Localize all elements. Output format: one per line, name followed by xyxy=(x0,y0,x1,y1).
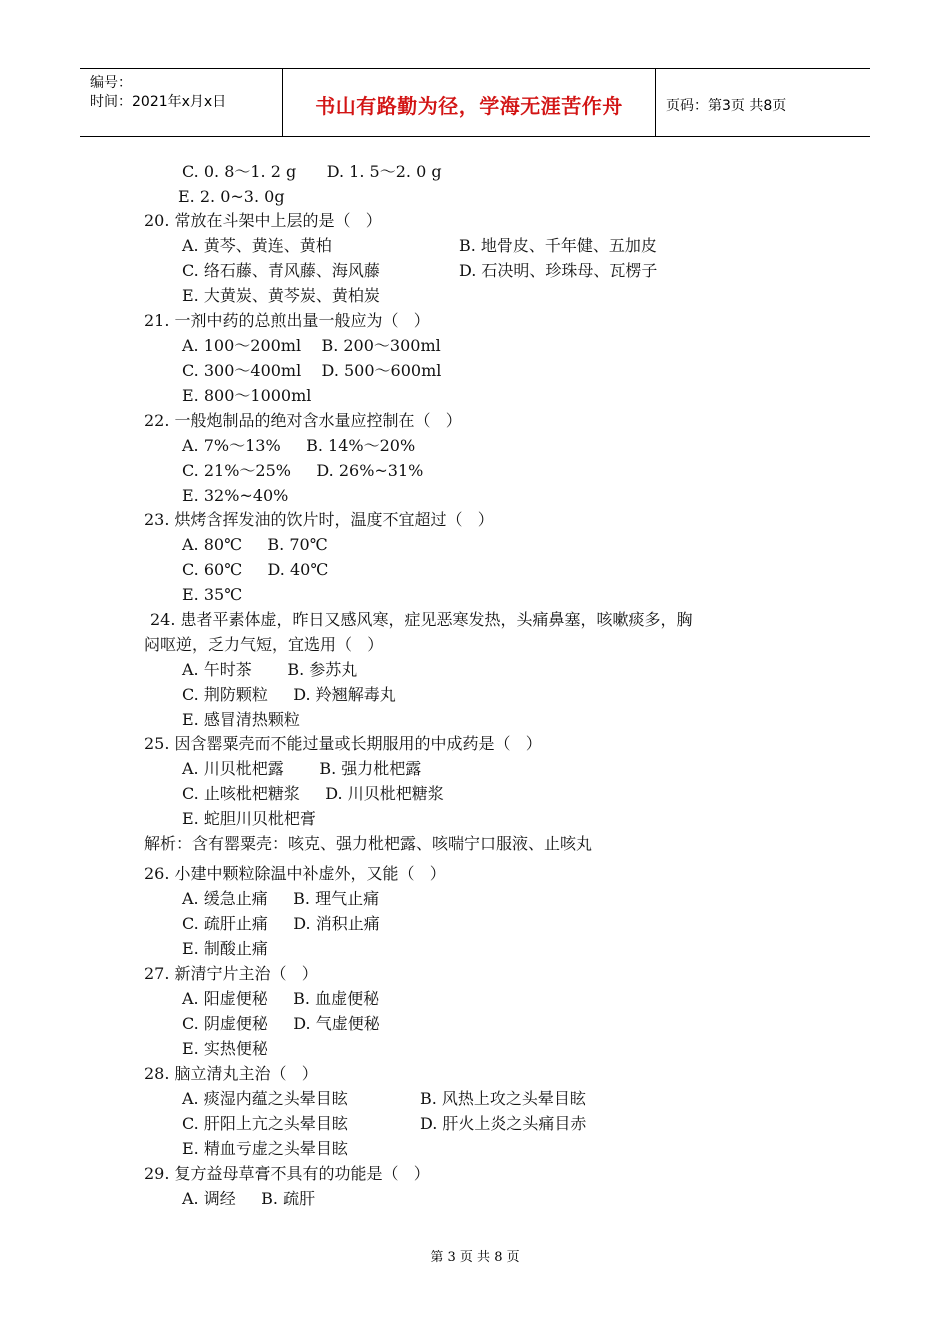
option-line: C. 0. 8～1. 2 g D. 1. 5～2. 0 g xyxy=(182,162,442,181)
serial-label: 编号： xyxy=(90,75,132,91)
option-line: E. 800～1000ml xyxy=(182,386,312,405)
option-line: E. 32%~40% xyxy=(182,486,289,505)
option-line: C. 肝阳上亢之头晕目眩 xyxy=(182,1114,348,1133)
question-line: 20. 常放在斗架中上层的是（ ） xyxy=(144,211,382,230)
question-line: 25. 因含罂粟壳而不能过量或长期服用的中成药是（ ） xyxy=(144,734,542,753)
header-page-cell xyxy=(656,69,870,136)
option-line: C. 荆防颗粒 D. 羚翘解毒丸 xyxy=(182,685,396,704)
option-line: C. 21%～25% D. 26%~31% xyxy=(182,461,424,480)
option-line: B. 风热上攻之头晕目眩 xyxy=(420,1089,586,1108)
analysis-line: 解析：含有罂粟壳：咳克、强力枇杷露、咳喘宁口服液、止咳丸 xyxy=(144,834,593,853)
option-line: B. 地骨皮、千年健、五加皮 xyxy=(459,236,657,255)
option-line: C. 疏肝止痛 D. 消积止痛 xyxy=(182,914,380,933)
option-line: A. 80℃ B. 70℃ xyxy=(182,535,328,554)
option-line: D. 肝火上炎之头痛目赤 xyxy=(420,1114,587,1133)
page-footer xyxy=(0,1246,950,1265)
option-line: E. 精血亏虚之头晕目眩 xyxy=(182,1139,348,1158)
option-line: A. 阳虚便秘 B. 血虚便秘 xyxy=(182,989,380,1008)
question-line: 闷呕逆，乏力气短，宜选用（ ） xyxy=(144,635,384,654)
option-line: A. 午时茶 B. 参苏丸 xyxy=(182,660,358,679)
option-line: C. 300～400ml D. 500～600ml xyxy=(182,361,442,380)
header-meta-cell xyxy=(80,69,283,136)
question-line: 28. 脑立清丸主治（ ） xyxy=(144,1064,318,1083)
option-line: E. 制酸止痛 xyxy=(182,939,268,958)
option-line: A. 缓急止痛 B. 理气止痛 xyxy=(182,889,380,908)
option-line: E. 35℃ xyxy=(182,585,243,604)
option-line: D. 石决明、珍珠母、瓦楞子 xyxy=(459,261,658,280)
question-line: 27. 新清宁片主治（ ） xyxy=(144,964,318,983)
option-line: A. 100～200ml B. 200～300ml xyxy=(182,336,441,355)
question-line: 29. 复方益母草膏不具有的功能是（ ） xyxy=(144,1164,430,1183)
option-line: C. 60℃ D. 40℃ xyxy=(182,560,329,579)
option-line: E. 实热便秘 xyxy=(182,1039,268,1058)
question-line: 21. 一剂中药的总煎出量一般应为（ ） xyxy=(144,311,430,330)
option-line: C. 阴虚便秘 D. 气虚便秘 xyxy=(182,1014,380,1033)
option-line: A. 调经 B. 疏肝 xyxy=(182,1189,316,1208)
question-line: 24. 患者平素体虚，昨日又感风寒，症见恶寒发热，头痛鼻塞，咳嗽痰多，胸 xyxy=(150,610,693,629)
date-label: 时间：2021年x月x日 xyxy=(90,94,227,110)
option-line: C. 止咳枇杷糖浆 D. 川贝枇杷糖浆 xyxy=(182,784,444,803)
header-page-info: 页码：第3页 共8页 xyxy=(666,98,787,114)
option-line: E. 感冒清热颗粒 xyxy=(182,710,300,729)
footer-page-label: 第 3 页 共 8 页 xyxy=(430,1250,520,1265)
option-line: E. 2. 0~3. 0g xyxy=(178,187,285,206)
question-line: 22. 一般炮制品的绝对含水量应控制在（ ） xyxy=(144,411,462,430)
option-line: A. 7%～13% B. 14%～20% xyxy=(182,436,416,455)
option-line: A. 痰湿内蕴之头晕目眩 xyxy=(182,1089,348,1108)
question-line: 23. 烘烤含挥发油的饮片时，温度不宜超过（ ） xyxy=(144,510,494,529)
header-motto: 书山有路勤为径，学海无涯苦作舟 xyxy=(315,94,623,118)
question-line: 26. 小建中颗粒除温中补虚外，又能（ ） xyxy=(144,864,446,883)
option-line: E. 大黄炭、黄芩炭、黄柏炭 xyxy=(182,286,380,305)
option-line: A. 黄芩、黄连、黄柏 xyxy=(182,236,332,255)
header-motto-cell xyxy=(283,69,656,136)
option-line: A. 川贝枇杷露 B. 强力枇杷露 xyxy=(182,759,422,778)
option-line: E. 蛇胆川贝枇杷膏 xyxy=(182,809,316,828)
option-line: C. 络石藤、青风藤、海风藤 xyxy=(182,261,380,280)
page-header xyxy=(80,68,870,137)
